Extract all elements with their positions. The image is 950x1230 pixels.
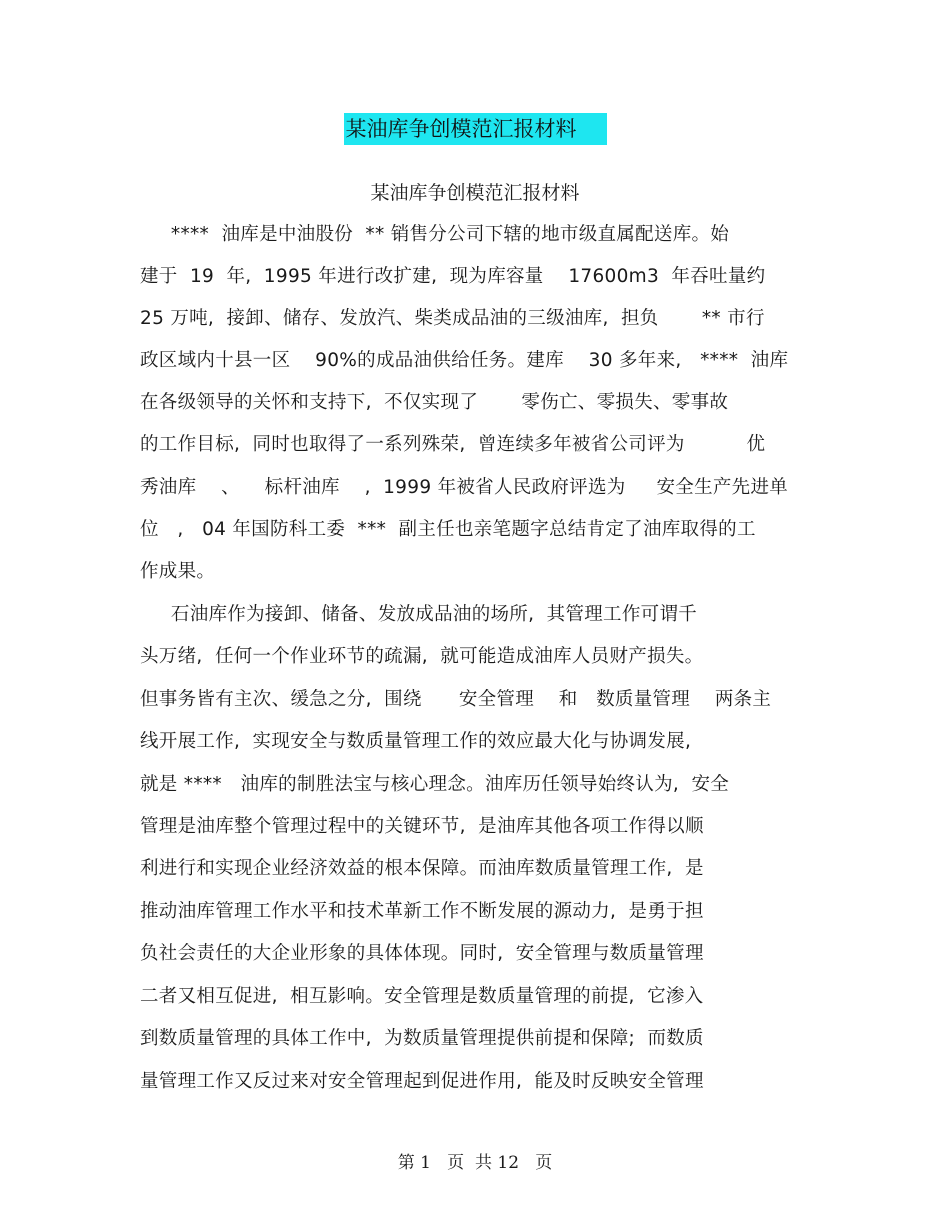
- title-block: [0, 113, 950, 145]
- body-line: 头万绪, 任何一个作业环节的疏漏, 就可能造成油库人员财产损失。: [140, 646, 704, 667]
- body-line: 就是 **** 油库的制胜法宝与核心理念。油库历任领导始终认为, 安全: [140, 774, 730, 795]
- body-line: 但事务皆有主次、缓急之分, 围绕 安全管理 和 数质量管理 两条主: [140, 689, 772, 710]
- body-line: 作成果。: [140, 561, 216, 582]
- body-line: 利进行和实现企业经济效益的根本保障。而油库数质量管理工作, 是: [140, 858, 704, 879]
- body-line: 位 , 04 年国防科工委 *** 副主任也亲笔题字总结肯定了油库取得的工: [140, 519, 756, 540]
- document-title: 某油库争创模范汇报材料: [344, 113, 607, 145]
- body-line: 管理是油库整个管理过程中的关键环节, 是油库其他各项工作得以顺: [140, 816, 704, 837]
- document-subtitle: 某油库争创模范汇报材料: [370, 182, 580, 204]
- body-line: 推动油库管理工作水平和技术革新工作不断发展的源动力, 是勇于担: [140, 901, 704, 922]
- body-line: 的工作目标, 同时也取得了一系列殊荣, 曾连续多年被省公司评为 优: [140, 434, 766, 455]
- page-number-footer: 第 1 页 共 12 页: [397, 1153, 553, 1173]
- body-line: 建于 19 年, 1995 年进行改扩建, 现为库容量 17600m3 年吞吐量约: [140, 266, 766, 287]
- body-line: 政区域内十县一区 90%的成品油供给任务。建库 30 多年来, **** 油库: [140, 350, 789, 371]
- body-line: 到数质量管理的具体工作中, 为数质量管理提供前提和保障; 而数质: [140, 1028, 704, 1049]
- body-line: 二者又相互促进, 相互影响。安全管理是数质量管理的前提, 它渗入: [140, 986, 704, 1007]
- body-line: 量管理工作又反过来对安全管理起到促进作用, 能及时反映安全管理: [140, 1071, 704, 1092]
- body-line: 石油库作为接卸、储备、发放成品油的场所, 其管理工作可谓千: [140, 604, 698, 625]
- body-line: 负社会责任的大企业形象的具体体现。同时, 安全管理与数质量管理: [140, 943, 704, 964]
- body-line: 秀油库 、 标杆油库 , 1999 年被省人民政府评选为 安全生产先进单: [140, 477, 789, 498]
- body-line: **** 油库是中油股份 ** 销售分公司下辖的地市级直属配送库。始: [140, 224, 730, 245]
- body-line: 25 万吨, 接卸、储存、发放汽、柴类成品油的三级油库, 担负 ** 市行: [140, 308, 765, 329]
- body-line: 在各级领导的关怀和支持下, 不仅实现了 零伤亡、零损失、零事故: [140, 392, 729, 413]
- body-line: 线开展工作, 实现安全与数质量管理工作的效应最大化与协调发展,: [140, 731, 692, 752]
